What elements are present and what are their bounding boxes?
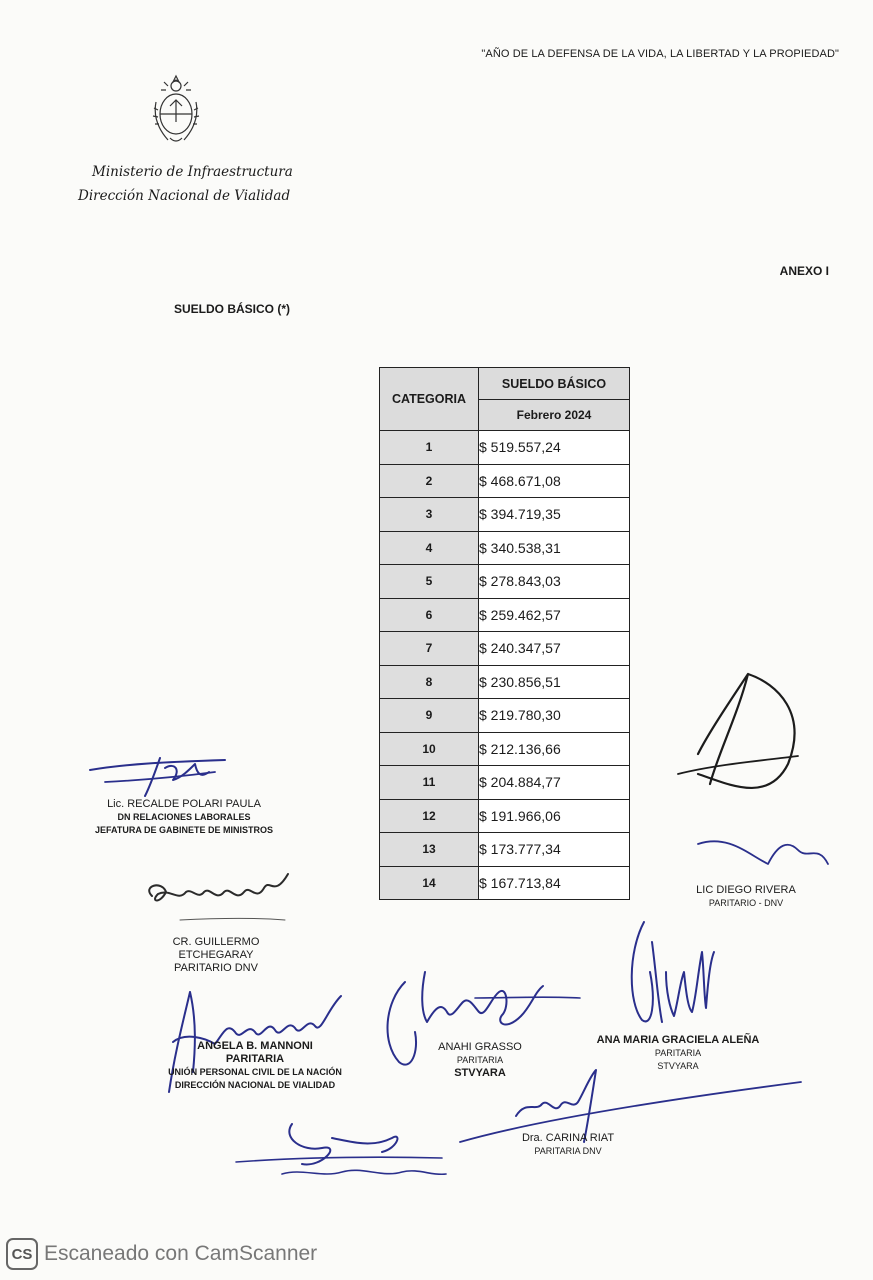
signatory-recalde-line1: DN RELACIONES LABORALES bbox=[117, 812, 251, 822]
ministry-heading bbox=[78, 160, 293, 208]
signatory-mannoni-role: PARITARIA bbox=[225, 1053, 285, 1065]
signatory-mannoni-line2: DIRECCIÓN NACIONAL DE VIALIDAD bbox=[174, 1080, 336, 1090]
period-header: Febrero 2024 bbox=[479, 400, 630, 431]
signatory-alena-name: ANA MARIA GRACIELA ALEÑA bbox=[596, 1034, 760, 1046]
category-cell: 4 bbox=[380, 531, 479, 565]
scanner-watermark-text: Escaneado con CamScanner bbox=[44, 1242, 318, 1265]
table-row bbox=[380, 699, 630, 733]
signature-recalde bbox=[85, 752, 245, 802]
salary-amount-cell: $ 394.719,35 bbox=[479, 498, 630, 532]
coat-of-arms-icon bbox=[148, 72, 204, 146]
header-motto: "AÑO DE LA DEFENSA DE LA VIDA, LA LIBERTAD Y LA PROPIEDAD" bbox=[481, 48, 839, 60]
table-row bbox=[380, 431, 630, 465]
signatory-rivera-role: PARITARIO - DNV bbox=[708, 898, 784, 908]
salary-amount-cell: $ 340.538,31 bbox=[479, 531, 630, 565]
category-cell: 12 bbox=[380, 799, 479, 833]
category-cell: 8 bbox=[380, 665, 479, 699]
signatory-grasso-role: PARITARIA bbox=[456, 1055, 504, 1065]
annex-label: ANEXO I bbox=[779, 264, 829, 278]
category-cell: 6 bbox=[380, 598, 479, 632]
salary-amount-cell: $ 468.671,08 bbox=[479, 464, 630, 498]
signatory-mannoni-line1: UNIÓN PERSONAL CIVIL DE LA NACIÓN bbox=[168, 1067, 342, 1077]
direction-name: Dirección Nacional de Vialidad bbox=[78, 188, 291, 204]
signature-unlabeled bbox=[232, 1118, 462, 1188]
salary-column-header: SUELDO BÁSICO bbox=[479, 368, 630, 400]
category-column-header: CATEGORIA bbox=[380, 368, 479, 431]
table-row bbox=[380, 732, 630, 766]
category-cell: 10 bbox=[380, 732, 479, 766]
salary-amount-cell: $ 219.780,30 bbox=[479, 699, 630, 733]
category-cell: 13 bbox=[380, 833, 479, 867]
signatory-grasso-name: ANAHI GRASSO bbox=[438, 1041, 522, 1053]
table-row bbox=[380, 531, 630, 565]
table-row bbox=[380, 665, 630, 699]
signatory-rivera bbox=[656, 884, 836, 910]
category-cell: 3 bbox=[380, 498, 479, 532]
salary-amount-cell: $ 167.713,84 bbox=[479, 866, 630, 900]
category-cell: 2 bbox=[380, 464, 479, 498]
scanner-watermark bbox=[6, 1238, 317, 1270]
category-cell: 9 bbox=[380, 699, 479, 733]
table-row bbox=[380, 565, 630, 599]
signature-etchegaray bbox=[140, 868, 300, 928]
table-row bbox=[380, 498, 630, 532]
salary-amount-cell: $ 240.347,57 bbox=[479, 632, 630, 666]
salary-amount-cell: $ 212.136,66 bbox=[479, 732, 630, 766]
category-cell: 5 bbox=[380, 565, 479, 599]
signatory-etchegaray-name: CR. GUILLERMO ETCHEGARAY bbox=[172, 936, 260, 961]
category-cell: 1 bbox=[380, 431, 479, 465]
signatory-recalde-name: Lic. RECALDE POLARI PAULA bbox=[107, 798, 261, 810]
salary-amount-cell: $ 204.884,77 bbox=[479, 766, 630, 800]
salary-amount-cell: $ 173.777,34 bbox=[479, 833, 630, 867]
page-title: SUELDO BÁSICO (*) bbox=[174, 302, 291, 316]
signatory-rivera-name: LIC DIEGO RIVERA bbox=[696, 884, 796, 896]
salary-amount-cell: $ 230.856,51 bbox=[479, 665, 630, 699]
signatory-recalde-line2: JEFATURA DE GABINETE DE MINISTROS bbox=[94, 825, 273, 835]
table-row bbox=[380, 799, 630, 833]
signatory-riat-name: Dra. CARINA RIAT bbox=[521, 1132, 615, 1144]
signatory-riat-role: PARITARIA DNV bbox=[534, 1146, 602, 1156]
table-row bbox=[380, 766, 630, 800]
signatory-grasso-org: STVYARA bbox=[454, 1067, 506, 1079]
table-row bbox=[380, 632, 630, 666]
signature-alena bbox=[622, 912, 722, 1032]
salary-amount-cell: $ 519.557,24 bbox=[479, 431, 630, 465]
table-row bbox=[380, 464, 630, 498]
table-row bbox=[380, 833, 630, 867]
signatory-recalde bbox=[84, 798, 284, 837]
salary-amount-cell: $ 259.462,57 bbox=[479, 598, 630, 632]
signatory-mannoni-name: ANGELA B. MANNONI bbox=[197, 1040, 313, 1052]
salary-table-body bbox=[380, 431, 630, 900]
category-cell: 7 bbox=[380, 632, 479, 666]
salary-table bbox=[379, 367, 630, 900]
salary-amount-cell: $ 191.966,06 bbox=[479, 799, 630, 833]
salary-amount-cell: $ 278.843,03 bbox=[479, 565, 630, 599]
category-cell: 14 bbox=[380, 866, 479, 900]
signatory-riat bbox=[488, 1132, 648, 1158]
signatory-alena-org: STVYARA bbox=[657, 1061, 699, 1071]
signature-rivera bbox=[658, 664, 838, 914]
signatory-alena-role: PARITARIA bbox=[654, 1048, 702, 1058]
signatory-etchegaray bbox=[136, 936, 296, 975]
table-row bbox=[380, 866, 630, 900]
ministry-name: Ministerio de Infraestructura bbox=[92, 164, 293, 180]
category-cell: 11 bbox=[380, 766, 479, 800]
signatory-etchegaray-role: PARITARIO DNV bbox=[174, 962, 258, 974]
table-row bbox=[380, 598, 630, 632]
signatory-mannoni bbox=[160, 1040, 350, 1092]
camscanner-logo-icon: CS bbox=[6, 1238, 38, 1270]
